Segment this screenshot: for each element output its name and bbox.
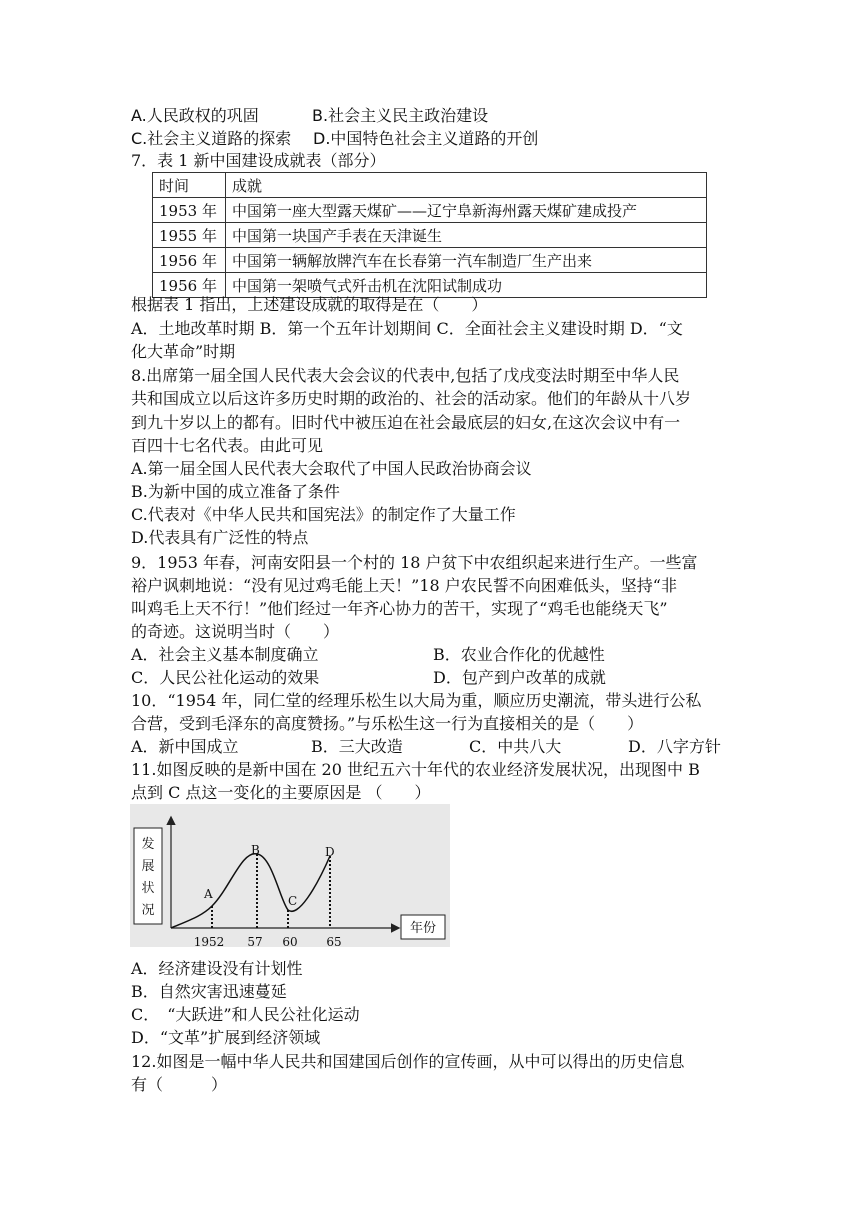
development-curve: [171, 854, 330, 928]
q11-option-a: A．经济建设没有计划性: [131, 959, 303, 978]
q11-option-d: D．“文革”扩展到经济领域: [131, 1028, 321, 1047]
x-axis-label: 年份: [409, 921, 437, 936]
q9-option-a: A．社会主义基本制度确立: [131, 645, 319, 664]
q6-options-row1: [131, 106, 489, 126]
x-tick-label: 60: [282, 935, 298, 947]
q11-option-c: C． “大跃进”和人民公社化运动: [131, 1005, 360, 1024]
table-header-achievement: 成就: [226, 173, 707, 198]
q10-options-row: [131, 737, 721, 757]
table-row: [153, 223, 707, 248]
x-tick-label: 65: [326, 935, 342, 947]
q8-text-line1: 8.出席第一届全国人民代表大会会议的代表中,包括了戊戌变法时期至中华人民: [131, 366, 680, 385]
q8-option-c: C.代表对《中华人民共和国宪法》的制定作了大量工作: [131, 505, 516, 524]
q7-options-line2: 化大革命”时期: [131, 342, 236, 361]
y-axis-label-char: 况: [141, 903, 155, 918]
q10-option-a: A．新中国成立: [131, 737, 239, 756]
q11-text-line2: 点到 C 点这一变化的主要原因是 （ ）: [131, 783, 431, 802]
q6-options-row2: [131, 129, 539, 149]
table-header-time: 时间: [153, 173, 226, 198]
q8-text-line2: 共和国成立以后这许多历史时期的政治的、社会的活动家。他们的年龄从十八岁: [131, 389, 692, 408]
y-axis-label-char: 发: [141, 837, 155, 852]
q10-option-b: B．三大改造: [311, 737, 403, 756]
q9-options-row2: [131, 668, 606, 688]
table-cell: 中国第一辆解放牌汽车在长春第一汽车制造厂生产出来: [226, 248, 707, 273]
table-row: [153, 248, 707, 273]
q8-text-line4: 百四十七名代表。由此可见: [131, 436, 324, 455]
q8-text-line3: 到九十岁以上的都有。旧时代中被压迫在社会最底层的妇女,在这次会议中有一: [131, 413, 681, 432]
x-tick-label: 57: [247, 935, 263, 947]
chart-svg: [130, 804, 450, 947]
y-axis-label-char: 展: [141, 859, 155, 874]
q6-option-b: B.社会主义民主政治建设: [312, 106, 489, 125]
q9-text-line1: 9．1953 年春，河南安阳县一个村的 18 户贫下中农组织起来进行生产。一些富: [131, 553, 698, 572]
q8-option-a: A.第一届全国人民代表大会取代了中国人民政治协商会议: [131, 459, 532, 478]
point-label-a: A: [204, 887, 213, 901]
q7-options-line1: A．土地改革时期 B．第一个五年计划期间 C．全面社会主义建设时期 D．“文: [131, 319, 683, 338]
table-row: [153, 198, 707, 223]
table-cell: 1955 年: [153, 223, 226, 248]
q8-option-d: D.代表具有广泛性的特点: [131, 528, 309, 547]
table-cell: 中国第一座大型露天煤矿——辽宁阜新海州露天煤矿建成投产: [226, 198, 707, 223]
x-tick-label: 1952: [193, 935, 225, 947]
achievement-table: [152, 172, 707, 298]
q6-option-c: C.社会主义道路的探索: [131, 129, 292, 148]
table-cell: 1956 年: [153, 273, 226, 298]
q10-text-line2: 合营，受到毛泽东的高度赞扬。”与乐松生这一行为直接相关的是（ ）: [131, 714, 644, 733]
q7-stem: 7．表 1 新中国建设成就表（部分）: [131, 151, 386, 170]
q10-option-c: C．中共八大: [469, 737, 562, 756]
table-cell: 1956 年: [153, 248, 226, 273]
table-cell: 中国第一块国产手表在天津诞生: [226, 223, 707, 248]
q12-text-line2: 有（ ）: [131, 1075, 228, 1094]
point-label-d: D: [325, 845, 335, 859]
q11-option-b: B．自然灾害迅速蔓延: [131, 982, 287, 1001]
q9-option-d: D．包产到户改革的成就: [433, 668, 606, 687]
table-row: [153, 273, 707, 298]
q9-options-row1: [131, 645, 605, 665]
q9-text-line3: 叫鸡毛上天不行！”他们经过一年齐心协力的苦干，实现了“鸡毛也能绕天飞”: [131, 599, 668, 618]
q12-text-line1: 12.如图是一幅中华人民共和国建国后创作的宣传画，从中可以得出的历史信息: [131, 1052, 685, 1071]
q10-option-d: D．八字方针: [628, 737, 721, 756]
y-axis-label-char: 状: [141, 881, 155, 896]
table-header-row: [153, 173, 707, 198]
q9-option-c: C．人民公社化运动的效果: [131, 668, 320, 687]
q9-text-line2: 裕户讽刺地说：“没有见过鸡毛能上天！”18 户农民誓不向困难低头，坚持“非: [131, 576, 677, 595]
q7-question: 根据表 1 指出，上述建设成就的取得是在（ ）: [131, 295, 488, 314]
q11-text-line1: 11.如图反映的是新中国在 20 世纪五六十年代的农业经济发展状况，出现图中 B: [131, 760, 700, 779]
table-cell: 1953 年: [153, 198, 226, 223]
point-label-b: B: [251, 843, 260, 857]
table-cell: 中国第一架喷气式歼击机在沈阳试制成功: [226, 273, 707, 298]
point-label-c: C: [288, 894, 298, 908]
q8-option-b: B.为新中国的成立准备了条件: [131, 482, 340, 501]
q6-option-d: D.中国特色社会主义道路的开创: [313, 129, 539, 148]
agriculture-development-chart: [130, 804, 450, 947]
q9-text-line4: 的奇迹。这说明当时（ ）: [131, 622, 340, 641]
q6-option-a: A.人民政权的巩固: [131, 106, 259, 125]
q10-text-line1: 10．“1954 年，同仁堂的经理乐松生以大局为重，顺应历史潮流，带头进行公私: [131, 691, 702, 710]
q9-option-b: B．农业合作化的优越性: [433, 645, 605, 664]
